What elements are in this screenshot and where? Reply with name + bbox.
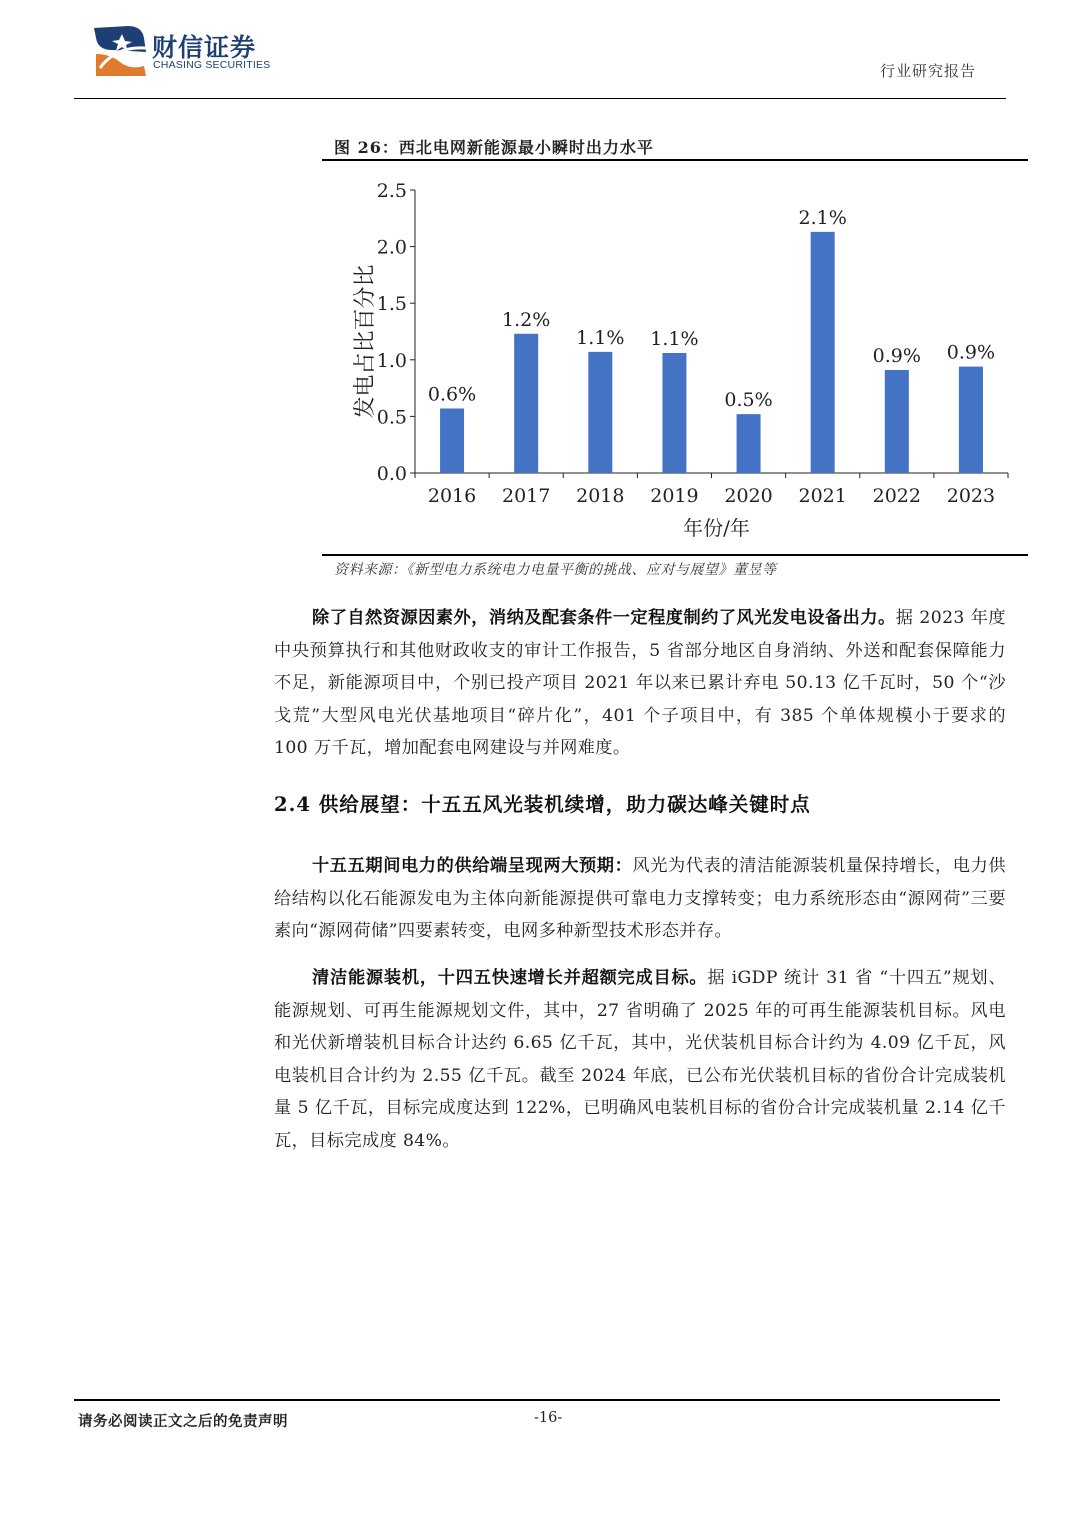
paragraph-1 <box>274 602 1006 765</box>
company-name-en: CHASING SECURITIES <box>153 59 271 71</box>
header-divider <box>74 98 1006 99</box>
disclaimer-note: 请务必阅读正文之后的免责声明 <box>78 1413 288 1430</box>
figure-top-rule <box>322 159 1028 161</box>
y-tick-label: 0.5 <box>376 406 407 429</box>
data-label-2018: 1.1% <box>576 326 625 349</box>
y-tick-label: 0.0 <box>376 463 407 485</box>
report-type: 行业研究报告 <box>880 62 977 80</box>
section-heading: 2.4 供给展望：十五五风光装机续增，助力碳达峰关键时点 <box>274 793 811 816</box>
data-label-2020: 0.5% <box>724 389 773 412</box>
data-label-2022: 0.9% <box>872 344 921 367</box>
data-label-2019: 1.1% <box>650 328 699 351</box>
x-tick-label-2018: 2018 <box>576 485 625 507</box>
page-number: -16- <box>534 1410 563 1426</box>
bar-2017 <box>514 334 538 473</box>
x-tick-label-2020: 2020 <box>724 485 773 507</box>
x-tick-label-2019: 2019 <box>650 485 699 507</box>
paragraph-3 <box>274 962 1006 1158</box>
bar-2019 <box>662 353 686 473</box>
footer-divider <box>74 1399 1000 1401</box>
y-tick-label: 2.0 <box>376 236 407 259</box>
figure-title: 图 26：西北电网新能源最小瞬时出力水平 <box>334 138 654 157</box>
paragraph-2-lead: 十五五期间电力的供给端呈现两大预期： <box>312 856 633 876</box>
x-tick-label-2023: 2023 <box>946 485 996 507</box>
bar-2023 <box>959 367 983 473</box>
y-tick-label: 1.0 <box>376 349 407 372</box>
paragraph-1-text: 据 2023 年度中央预算执行和其他财政收支的审计工作报告，5 省部分地区自身消纳、外送和配套保障能力不足，新能源项目中，个别已投产项目 2021 年以来已累计弃电 50.13 亿千瓦时，50 个“沙戈荒”大型风电光伏基地项目“碎片化”，401 个子项目中，有 385 个单体规模小于要求的 100 万千瓦，增加配套电网建设与并网难度。 <box>274 608 1006 759</box>
x-tick-label-2021: 2021 <box>798 485 847 507</box>
paragraph-2-text: 风光为代表的清洁能源装机量保持增长，电力供给结构以化石能源发电为主体向新能源提供可靠电力支撑转变；电力系统形态由“源网荷”三要素向“源网荷储”四要素转变，电网多种新型技术形态并存。 <box>274 856 1006 942</box>
bar-2020 <box>737 414 761 473</box>
figure-bottom-rule <box>322 554 1028 556</box>
data-label-2016: 0.6% <box>427 383 477 406</box>
data-label-2021: 2.1% <box>798 206 847 229</box>
paragraph-2 <box>274 850 1006 948</box>
bar-2021 <box>811 232 835 473</box>
y-tick-label: 2.5 <box>376 180 407 202</box>
x-axis-title: 年份/年 <box>683 516 750 540</box>
bar-2022 <box>885 370 909 473</box>
paragraph-1-lead: 除了自然资源因素外，消纳及配套条件一定程度制约了风光发电设备出力。 <box>312 608 896 628</box>
figure-source: 资料来源：《新型电力系统电力电量平衡的挑战、应对与展望》董昱等 <box>334 562 777 578</box>
paragraph-3-text: 据 iGDP 统计 31 省 “十四五”规划、能源规划、可再生能源规划文件，其中，27 省明确了 2025 年的可再生能源装机目标。风电和光伏新增装机目标合计达约 6.65 亿千瓦，其中，光伏装机目标合计约为 4.09 亿千瓦，风电装机目合计约为 2.55 亿千瓦。截至 2024 年底，已公布光伏装机目标的省份合计完成装机量 5 亿千瓦，目标完成度达到 122%，已明确风电装机目标的省份合计完成装机量 2.14 亿千瓦，目标完成度 84%。 <box>274 968 1006 1151</box>
x-tick-label-2016: 2016 <box>427 485 477 507</box>
data-label-2023: 0.9% <box>946 341 996 364</box>
bar-2016 <box>440 408 464 473</box>
company-name: 财信证券 <box>152 33 257 62</box>
paragraph-3-lead: 清洁能源装机，十四五快速增长并超额完成目标。 <box>312 968 708 988</box>
x-tick-label-2022: 2022 <box>872 485 921 507</box>
y-tick-label: 1.5 <box>376 293 407 316</box>
bar-chart <box>322 162 1028 550</box>
data-label-2017: 1.2% <box>502 308 551 331</box>
bar-2018 <box>588 352 612 473</box>
y-axis-title: 发电占比百分比 <box>353 264 378 419</box>
company-logo <box>92 24 148 78</box>
x-tick-label-2017: 2017 <box>502 485 551 507</box>
